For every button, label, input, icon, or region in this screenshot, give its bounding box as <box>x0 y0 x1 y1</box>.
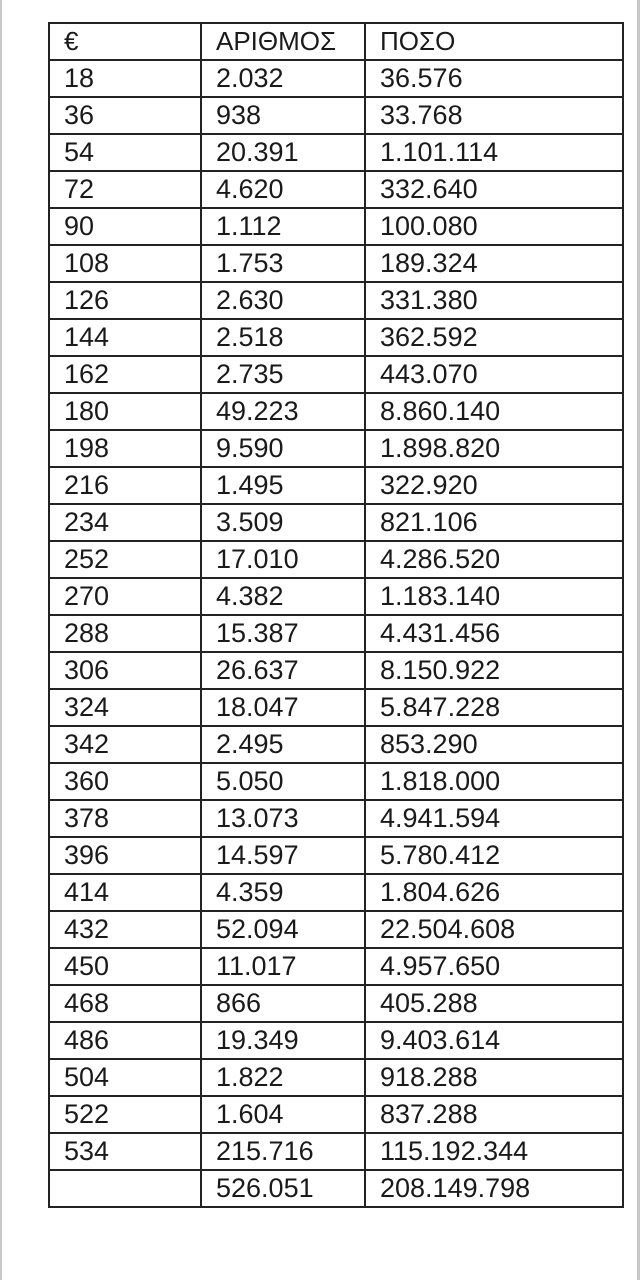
cell-amount: 4.957.650 <box>365 948 623 985</box>
cell-count: 49.223 <box>201 393 365 430</box>
cell-euro: 180 <box>49 393 201 430</box>
cell-count: 26.637 <box>201 652 365 689</box>
cell-count: 2.630 <box>201 282 365 319</box>
cell-count: 5.050 <box>201 763 365 800</box>
cell-amount: 837.288 <box>365 1096 623 1133</box>
cell-count: 14.597 <box>201 837 365 874</box>
header-count: ΑΡΙΘΜΟΣ <box>201 23 365 60</box>
cell-count: 19.349 <box>201 1022 365 1059</box>
table-row <box>49 911 623 948</box>
cell-amount: 4.431.456 <box>365 615 623 652</box>
table-row <box>49 948 623 985</box>
cell-euro: 432 <box>49 911 201 948</box>
cell-amount: 22.504.608 <box>365 911 623 948</box>
cell-count: 17.010 <box>201 541 365 578</box>
table-header <box>49 23 623 60</box>
cell-count: 2.032 <box>201 60 365 97</box>
cell-euro: 534 <box>49 1133 201 1170</box>
cell-amount: 1.804.626 <box>365 874 623 911</box>
cell-euro: 54 <box>49 134 201 171</box>
cell-count: 2.735 <box>201 356 365 393</box>
cell-euro: 504 <box>49 1059 201 1096</box>
cell-amount: 1.898.820 <box>365 430 623 467</box>
cell-euro: 486 <box>49 1022 201 1059</box>
table-row <box>49 430 623 467</box>
cell-amount: 189.324 <box>365 245 623 282</box>
cell-amount: 1.183.140 <box>365 578 623 615</box>
table-row <box>49 800 623 837</box>
cell-count: 15.387 <box>201 615 365 652</box>
table-row <box>49 1133 623 1170</box>
cell-count: 18.047 <box>201 689 365 726</box>
cell-count: 11.017 <box>201 948 365 985</box>
table-row <box>49 985 623 1022</box>
header-euro: € <box>49 23 201 60</box>
table-row <box>49 615 623 652</box>
table-row <box>49 393 623 430</box>
cell-euro: 378 <box>49 800 201 837</box>
table-row <box>49 208 623 245</box>
cell-amount: 8.860.140 <box>365 393 623 430</box>
cell-count: 1.495 <box>201 467 365 504</box>
cell-count: 1.604 <box>201 1096 365 1133</box>
table-row <box>49 319 623 356</box>
cell-amount: 331.380 <box>365 282 623 319</box>
cell-count: 2.518 <box>201 319 365 356</box>
cell-amount: 322.920 <box>365 467 623 504</box>
cell-amount: 918.288 <box>365 1059 623 1096</box>
table-row <box>49 1022 623 1059</box>
cell-count: 866 <box>201 985 365 1022</box>
table-row <box>49 60 623 97</box>
cell-amount: 4.941.594 <box>365 800 623 837</box>
cell-amount: 8.150.922 <box>365 652 623 689</box>
table-body <box>49 60 623 1207</box>
cell-euro: 18 <box>49 60 201 97</box>
cell-amount: 5.780.412 <box>365 837 623 874</box>
cell-euro: 324 <box>49 689 201 726</box>
cell-amount: 100.080 <box>365 208 623 245</box>
cell-euro: 234 <box>49 504 201 541</box>
cell-euro: 216 <box>49 467 201 504</box>
cell-amount: 1.101.114 <box>365 134 623 171</box>
cell-euro: 396 <box>49 837 201 874</box>
cell-euro: 36 <box>49 97 201 134</box>
amounts-table <box>48 22 624 1208</box>
cell-count: 4.382 <box>201 578 365 615</box>
cell-count: 215.716 <box>201 1133 365 1170</box>
cell-euro: 360 <box>49 763 201 800</box>
cell-amount: 9.403.614 <box>365 1022 623 1059</box>
cell-count: 9.590 <box>201 430 365 467</box>
cell-count: 4.620 <box>201 171 365 208</box>
cell-amount: 4.286.520 <box>365 541 623 578</box>
cell-count: 4.359 <box>201 874 365 911</box>
cell-euro: 198 <box>49 430 201 467</box>
header-row <box>49 23 623 60</box>
cell-euro: 126 <box>49 282 201 319</box>
table-row <box>49 245 623 282</box>
cell-count: 1.112 <box>201 208 365 245</box>
table-row <box>49 763 623 800</box>
cell-count: 938 <box>201 97 365 134</box>
cell-count: 20.391 <box>201 134 365 171</box>
table-row <box>49 689 623 726</box>
cell-count: 52.094 <box>201 911 365 948</box>
cell-amount: 33.768 <box>365 97 623 134</box>
cell-count: 1.822 <box>201 1059 365 1096</box>
cell-euro: 468 <box>49 985 201 1022</box>
table-row <box>49 837 623 874</box>
cell-euro: 306 <box>49 652 201 689</box>
cell-amount: 443.070 <box>365 356 623 393</box>
cell-euro: 162 <box>49 356 201 393</box>
cell-amount: 332.640 <box>365 171 623 208</box>
table-row <box>49 97 623 134</box>
cell-amount: 362.592 <box>365 319 623 356</box>
totals-row <box>49 1170 623 1207</box>
table-row <box>49 356 623 393</box>
table-row <box>49 134 623 171</box>
table-row <box>49 1059 623 1096</box>
table-row <box>49 874 623 911</box>
cell-euro: 450 <box>49 948 201 985</box>
cell-amount: 821.106 <box>365 504 623 541</box>
cell-euro: 414 <box>49 874 201 911</box>
cell-amount: 5.847.228 <box>365 689 623 726</box>
cell-count: 13.073 <box>201 800 365 837</box>
table-row <box>49 1096 623 1133</box>
table-row <box>49 541 623 578</box>
table-row <box>49 171 623 208</box>
cell-count: 3.509 <box>201 504 365 541</box>
cell-amount: 1.818.000 <box>365 763 623 800</box>
cell-amount: 208.149.798 <box>365 1170 623 1207</box>
cell-count: 1.753 <box>201 245 365 282</box>
cell-euro: 72 <box>49 171 201 208</box>
cell-euro: 342 <box>49 726 201 763</box>
header-amount: ΠΟΣΟ <box>365 23 623 60</box>
cell-count: 2.495 <box>201 726 365 763</box>
cell-euro <box>49 1170 201 1207</box>
table-row <box>49 504 623 541</box>
cell-euro: 90 <box>49 208 201 245</box>
cell-euro: 144 <box>49 319 201 356</box>
cell-euro: 288 <box>49 615 201 652</box>
cell-amount: 405.288 <box>365 985 623 1022</box>
cell-euro: 252 <box>49 541 201 578</box>
table-row <box>49 726 623 763</box>
cell-euro: 108 <box>49 245 201 282</box>
cell-amount: 115.192.344 <box>365 1133 623 1170</box>
table-row <box>49 578 623 615</box>
cell-amount: 853.290 <box>365 726 623 763</box>
cell-count: 526.051 <box>201 1170 365 1207</box>
table-row <box>49 282 623 319</box>
cell-amount: 36.576 <box>365 60 623 97</box>
table-row <box>49 467 623 504</box>
cell-euro: 270 <box>49 578 201 615</box>
table-row <box>49 652 623 689</box>
cell-euro: 522 <box>49 1096 201 1133</box>
frame-left-border <box>0 0 2 1280</box>
